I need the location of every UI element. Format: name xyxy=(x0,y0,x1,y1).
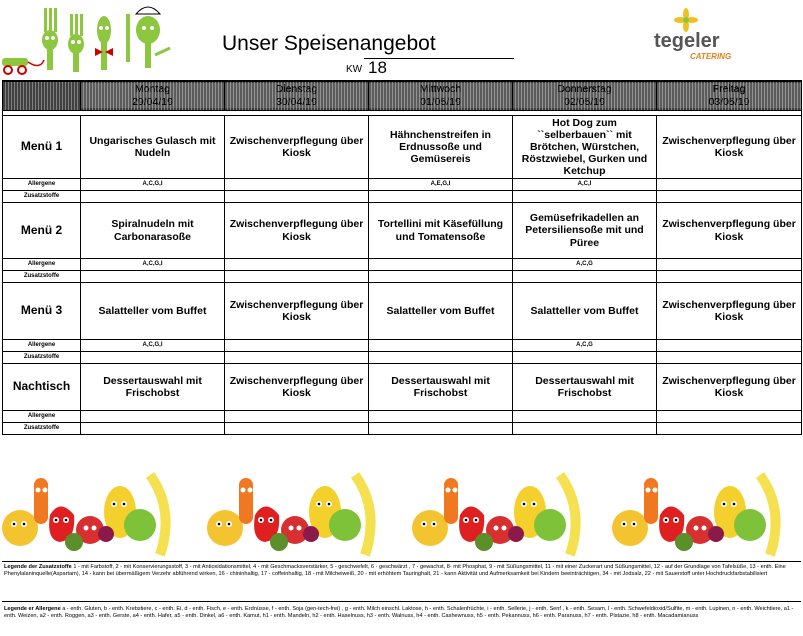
menu-label: Menü 2 xyxy=(3,203,81,259)
zusatz-cell xyxy=(225,423,369,435)
allergene-cell xyxy=(225,340,369,352)
zusatzstoffe-row xyxy=(3,271,802,283)
allergene-cell: A,C,G xyxy=(513,340,657,352)
brand-sub: CATERING xyxy=(690,52,732,61)
dish-cell: Hot Dog zum ``selberbauen`` mit Brötchen, Würstchen, Röstzwiebel, Gurken und Ketchup xyxy=(513,116,657,179)
allergene-cell xyxy=(369,411,513,423)
allergene-cell xyxy=(657,179,802,191)
menu-row xyxy=(3,203,802,259)
dish-cell: Zwischenverpflegung über Kiosk xyxy=(225,283,369,340)
allergene-cell xyxy=(225,259,369,271)
zusatz-cell xyxy=(369,271,513,283)
allergene-cell: A,C,I xyxy=(513,179,657,191)
legend-zusatzstoffe xyxy=(4,564,799,578)
allergene-row xyxy=(3,259,802,271)
day-date: 30/04/19 xyxy=(225,96,368,108)
allergene-cell xyxy=(369,340,513,352)
day-name: Montag xyxy=(81,83,224,95)
allergene-label: Allergene xyxy=(3,411,81,423)
dish-cell: Dessertauswahl mit Frischobst xyxy=(369,364,513,411)
zusatz-cell xyxy=(81,352,225,364)
allergene-cell xyxy=(657,259,802,271)
allergene-cell: A,C,G,I xyxy=(81,179,225,191)
allergene-cell xyxy=(657,411,802,423)
menu-row xyxy=(3,364,802,411)
zusatzstoffe-row xyxy=(3,423,802,435)
allergene-row xyxy=(3,340,802,352)
day-header-row xyxy=(3,81,802,111)
zusatz-cell xyxy=(657,352,802,364)
divider xyxy=(2,601,801,602)
zusatz-cell xyxy=(657,423,802,435)
allergene-cell: A,C,G,I xyxy=(81,340,225,352)
dish-cell: Gemüsefrikadellen an Petersiliensoße mit und Püree xyxy=(513,203,657,259)
divider xyxy=(2,561,801,562)
legend-zusatz-heading: Legende der Zusatzstoffe xyxy=(4,564,72,570)
zusatz-cell xyxy=(81,423,225,435)
zusatzstoffe-label: Zusatzstoffe xyxy=(3,423,81,435)
allergene-cell xyxy=(369,259,513,271)
corner-cell xyxy=(3,81,81,111)
dish-cell: Dessertauswahl mit Frischobst xyxy=(81,364,225,411)
dish-cell: Zwischenverpflegung über Kiosk xyxy=(657,203,802,259)
dish-cell: Zwischenverpflegung über Kiosk xyxy=(225,203,369,259)
dish-cell: Tortellini mit Käsefüllung und Tomatensoße xyxy=(369,203,513,259)
dish-cell: Spiralnudeln mit Carbonarasoße xyxy=(81,203,225,259)
menu-label: Nachtisch xyxy=(3,364,81,411)
zusatz-cell xyxy=(369,191,513,203)
allergene-row xyxy=(3,411,802,423)
fruit-characters-image xyxy=(0,470,803,560)
zusatz-cell xyxy=(225,352,369,364)
cutlery-characters-logo xyxy=(0,0,190,80)
day-date: 29/04/19 xyxy=(81,96,224,108)
allergene-cell xyxy=(513,411,657,423)
menu-row xyxy=(3,283,802,340)
legend-allergene-text: a - enth. Gluten, b - enth. Krebstiere, c - enth. Ei, d - enth. Fisch, e - enth. Erdnüsse, f - enth. Soja (gen-tech-frei) , g - enth. Milch einschl. Laktose, h - enth. Schalenfrüchte, i - enth. Sellerie, j - enth. Senf , k - enth. Sesam, l - enth. Schwefeldioxid/Sulfite, m - enth. Lupinen, n - enth. Weichtiere, a1 - enth. Weizen, a2 - enth. Roggen, a3 - enth. Gerste, a4 - enth. Hafer, a5 - enth. Dinkel, a6 - enth. Kamut, h1 - enth. Mandeln, h2 - enth. Haselnuss, h3 - enth. Walnuss, h4 - enth. Cashewnuss, h5 - enth. Pekannuss, h6 - enth. Paranuss, h7 - enth. Pistazie, h8 - enth. Macadamianuss xyxy=(4,606,794,619)
allergene-row xyxy=(3,179,802,191)
day-name: Dienstag xyxy=(225,83,368,95)
allergene-cell xyxy=(225,179,369,191)
menu-row xyxy=(3,116,802,179)
allergene-cell: A,E,G,I xyxy=(369,179,513,191)
day-header xyxy=(81,81,225,111)
zusatz-cell xyxy=(225,191,369,203)
allergene-cell: A,C,G,I xyxy=(81,259,225,271)
dish-cell: Hähnchenstreifen in Erdnussoße und Gemüsereis xyxy=(369,116,513,179)
dish-cell: Dessertauswahl mit Frischobst xyxy=(513,364,657,411)
zusatz-cell xyxy=(81,271,225,283)
day-date: 03/05/19 xyxy=(657,96,801,108)
kw-label: KW xyxy=(346,64,363,75)
dish-cell: Zwischenverpflegung über Kiosk xyxy=(657,116,802,179)
zusatzstoffe-row xyxy=(3,191,802,203)
day-header xyxy=(513,81,657,111)
day-date: 01/05/19 xyxy=(369,96,512,108)
dish-cell: Zwischenverpflegung über Kiosk xyxy=(657,364,802,411)
zusatz-cell xyxy=(369,352,513,364)
page-title: Unser Speisenangebot xyxy=(222,32,436,55)
legend-allergene-heading: Legende er Allergene xyxy=(4,606,61,612)
allergene-cell xyxy=(81,411,225,423)
day-header xyxy=(657,81,802,111)
page-header xyxy=(0,0,803,80)
allergene-label: Allergene xyxy=(3,259,81,271)
zusatzstoffe-label: Zusatzstoffe xyxy=(3,191,81,203)
legend-zusatz-text: 1 - mit Farbstoff, 2 - mit Konservierungsstoff, 3 - mit Antioxidationsmittel, 4 - mit Geschmacksverstärker, 5 - geschwefelt, 6 - geschwärzt , 7 - gewachst, 8- mit Phosphat, 9 - mit Süßungsmittel, 11 - mit einer Zuckerart und Süßungsmittel, 12 - auf der Grundlage von Tafelsüße, 13 - enth. Eine Phenylalaninquelle(Aspartam), 14 - kann bei übermäßigem Verzehr abführend wirken, 16 - chininhaltig, 17 - coffeinhaltig, 18 - mit Milcheiweiß, 20 - mit erhöhtem Tauringhalt, 21 - kann Aktivität und Aufmerksamkeit bei Kindern beeinträchtigen, 34 - mit Jodsalz, 22 - mit Sauerstoff unter Hochdruckfarbstabilisiert xyxy=(4,564,786,577)
zusatz-cell xyxy=(513,423,657,435)
allergene-cell: A,C,G xyxy=(513,259,657,271)
dish-cell: Ungarisches Gulasch mit Nudeln xyxy=(81,116,225,179)
menu-label: Menü 1 xyxy=(3,116,81,179)
zusatz-cell xyxy=(657,191,802,203)
day-name: Donnerstag xyxy=(513,83,656,95)
allergene-cell xyxy=(657,340,802,352)
legend-allergene xyxy=(4,606,799,620)
menu-label: Menü 3 xyxy=(3,283,81,340)
brand-name: tegeler xyxy=(654,30,720,52)
zusatz-cell xyxy=(513,191,657,203)
allergene-label: Allergene xyxy=(3,179,81,191)
dish-cell: Salatteller vom Buffet xyxy=(369,283,513,340)
day-name: Mittwoch xyxy=(369,83,512,95)
menu-table xyxy=(2,80,802,435)
zusatz-cell xyxy=(81,191,225,203)
zusatz-cell xyxy=(657,271,802,283)
dish-cell: Salatteller vom Buffet xyxy=(513,283,657,340)
day-date: 02/05/19 xyxy=(513,96,656,108)
day-header xyxy=(225,81,369,111)
zusatzstoffe-label: Zusatzstoffe xyxy=(3,352,81,364)
allergene-cell xyxy=(225,411,369,423)
day-name: Freitag xyxy=(657,83,801,95)
day-header xyxy=(369,81,513,111)
dish-cell: Zwischenverpflegung über Kiosk xyxy=(657,283,802,340)
dish-cell: Zwischenverpflegung über Kiosk xyxy=(225,364,369,411)
dish-cell: Zwischenverpflegung über Kiosk xyxy=(225,116,369,179)
zusatz-cell xyxy=(225,271,369,283)
zusatz-cell xyxy=(513,352,657,364)
zusatz-cell xyxy=(369,423,513,435)
zusatz-cell xyxy=(513,271,657,283)
kw-number: 18 xyxy=(368,58,387,77)
zusatzstoffe-label: Zusatzstoffe xyxy=(3,271,81,283)
zusatzstoffe-row xyxy=(3,352,802,364)
allergene-label: Allergene xyxy=(3,340,81,352)
dish-cell: Salatteller vom Buffet xyxy=(81,283,225,340)
